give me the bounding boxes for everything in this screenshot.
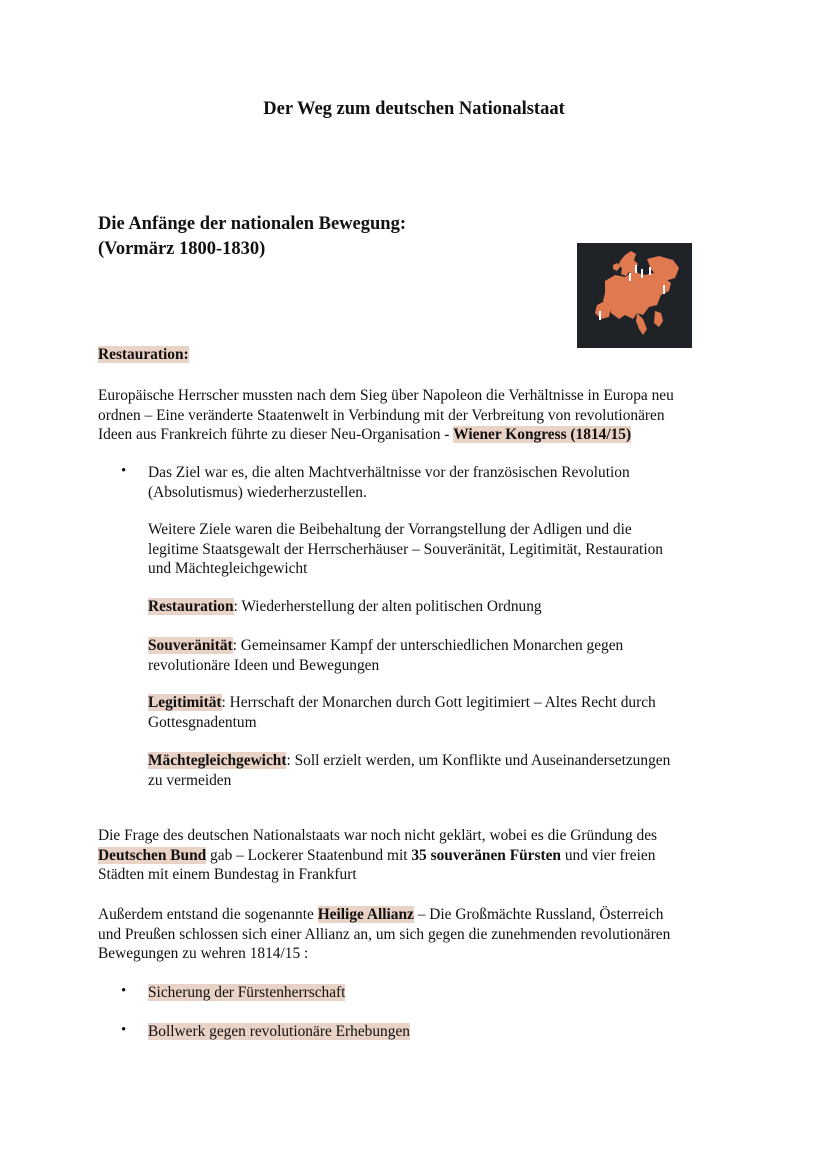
- term-maechtegleichgewicht: [148, 751, 738, 790]
- term-restauration-definition: : Wiederherstellung der alten politischen Ordnung: [233, 598, 542, 615]
- term-maechtegleichgewicht-definition: : Soll erzielt werden, um Konflikte und Auseinandersetzungen: [286, 752, 671, 769]
- term-restauration: [148, 597, 738, 617]
- allianz-line2: und Preußen schlossen sich einer Allianz an, um sich gegen die zunehmenden revolutionären: [98, 925, 671, 943]
- allianz-line1: [98, 905, 738, 925]
- intro-line3: [98, 425, 738, 445]
- intro-paragraph: [98, 386, 738, 445]
- section-title: [98, 212, 406, 262]
- bullet-1-line2: (Absolutismus) wiederherzustellen.: [148, 483, 367, 501]
- weitere-ziele-paragraph: [148, 520, 738, 579]
- term-maechtegleichgewicht-line2: zu vermeiden: [148, 771, 232, 789]
- term-restauration-label: Restauration: [148, 598, 234, 615]
- bund-line2: [98, 846, 738, 866]
- weitere-line3: und Mächtegleichgewicht: [148, 560, 308, 577]
- allianz-bullet-2-glyph: •: [121, 1022, 127, 1038]
- restauration-heading-text: Restauration:: [98, 346, 189, 363]
- intro-line3-text: Ideen aus Frankreich führte zu dieser Neu-Organisation -: [98, 426, 454, 443]
- allianz-bullet-1-glyph: •: [121, 983, 127, 999]
- document-title: Der Weg zum deutschen Nationalstaat: [263, 99, 565, 119]
- allianz-bullet-1-text: Sicherung der Fürstenherrschaft: [148, 984, 346, 1001]
- term-souveraenitaet-line2: revolutionäre Ideen und Bewegungen: [148, 656, 380, 674]
- allianz-bullet-2: [148, 1022, 738, 1042]
- allianz-line1-pre: Außerdem entstand die sogenannte: [98, 906, 318, 923]
- bund-line1: Die Frage des deutschen Nationalstaats war noch nicht geklärt, wobei es die Gründung des: [98, 827, 658, 844]
- europe-map-graphic: [577, 243, 692, 348]
- deutscher-bund-paragraph: [98, 826, 738, 885]
- heilige-allianz-paragraph: [98, 905, 738, 964]
- restauration-heading: [98, 345, 189, 365]
- bund-line3: Städten mit einem Bundestag in Frankfurt: [98, 866, 357, 883]
- deutscher-bund-highlight: Deutschen Bund: [98, 846, 207, 864]
- bullet-1-line1: Das Ziel war es, die alten Machtverhältnisse vor der französischen Revolution: [148, 464, 630, 481]
- bullet-1-text: [148, 463, 738, 502]
- weitere-line1: Weitere Ziele waren die Beibehaltung der Vorrangstellung der Adligen und die: [148, 521, 632, 538]
- term-legitimitaet-line2: Gottesgnadentum: [148, 713, 257, 731]
- term-souveraenitaet-definition: : Gemeinsamer Kampf der unterschiedlichen Monarchen gegen: [232, 637, 624, 654]
- fuersten-bold: 35 souveränen Fürsten: [411, 846, 561, 864]
- intro-line1: Europäische Herrscher mussten nach dem Sieg über Napoleon die Verhältnisse in Europa neu: [98, 387, 674, 404]
- allianz-line1-post: – Die Großmächte Russland, Österreich: [413, 906, 664, 923]
- allianz-bullet-2-text: Bollwerk gegen revolutionäre Erhebungen: [148, 1023, 410, 1040]
- wiener-kongress-highlight: Wiener Kongress (1814/15): [453, 426, 632, 443]
- allianz-line3: Bewegungen zu wehren 1814/15 :: [98, 945, 309, 962]
- term-legitimitaet-definition: : Herrschaft der Monarchen durch Gott legitimiert – Altes Recht durch: [221, 694, 656, 711]
- intro-line2: ordnen – Eine veränderte Staatenwelt in Verbindung mit der Verbreitung von revolutionären: [98, 406, 665, 424]
- term-souveraenitaet-label: Souveränität: [148, 637, 233, 654]
- bullet-1-glyph: •: [121, 463, 127, 479]
- term-souveraenitaet: [148, 636, 738, 675]
- term-maechtegleichgewicht-label: Mächtegleichgewicht: [148, 752, 287, 769]
- europe-map-icon: [577, 243, 692, 348]
- bund-line2-end: und vier freien: [561, 846, 656, 864]
- term-legitimitaet: [148, 693, 738, 732]
- heilige-allianz-highlight: Heilige Allianz: [317, 906, 414, 923]
- section-title-line2: (Vormärz 1800-1830): [98, 239, 266, 259]
- allianz-bullet-1: [148, 983, 738, 1003]
- bund-line2-mid: gab – Lockerer Staatenbund mit: [206, 846, 412, 864]
- term-legitimitaet-label: Legitimität: [148, 694, 222, 711]
- section-title-line1: Die Anfänge der nationalen Bewegung:: [98, 214, 407, 234]
- weitere-line2: legitime Staatsgewalt der Herrscherhäuser – Souveränität, Legitimität, Restauration: [148, 540, 663, 558]
